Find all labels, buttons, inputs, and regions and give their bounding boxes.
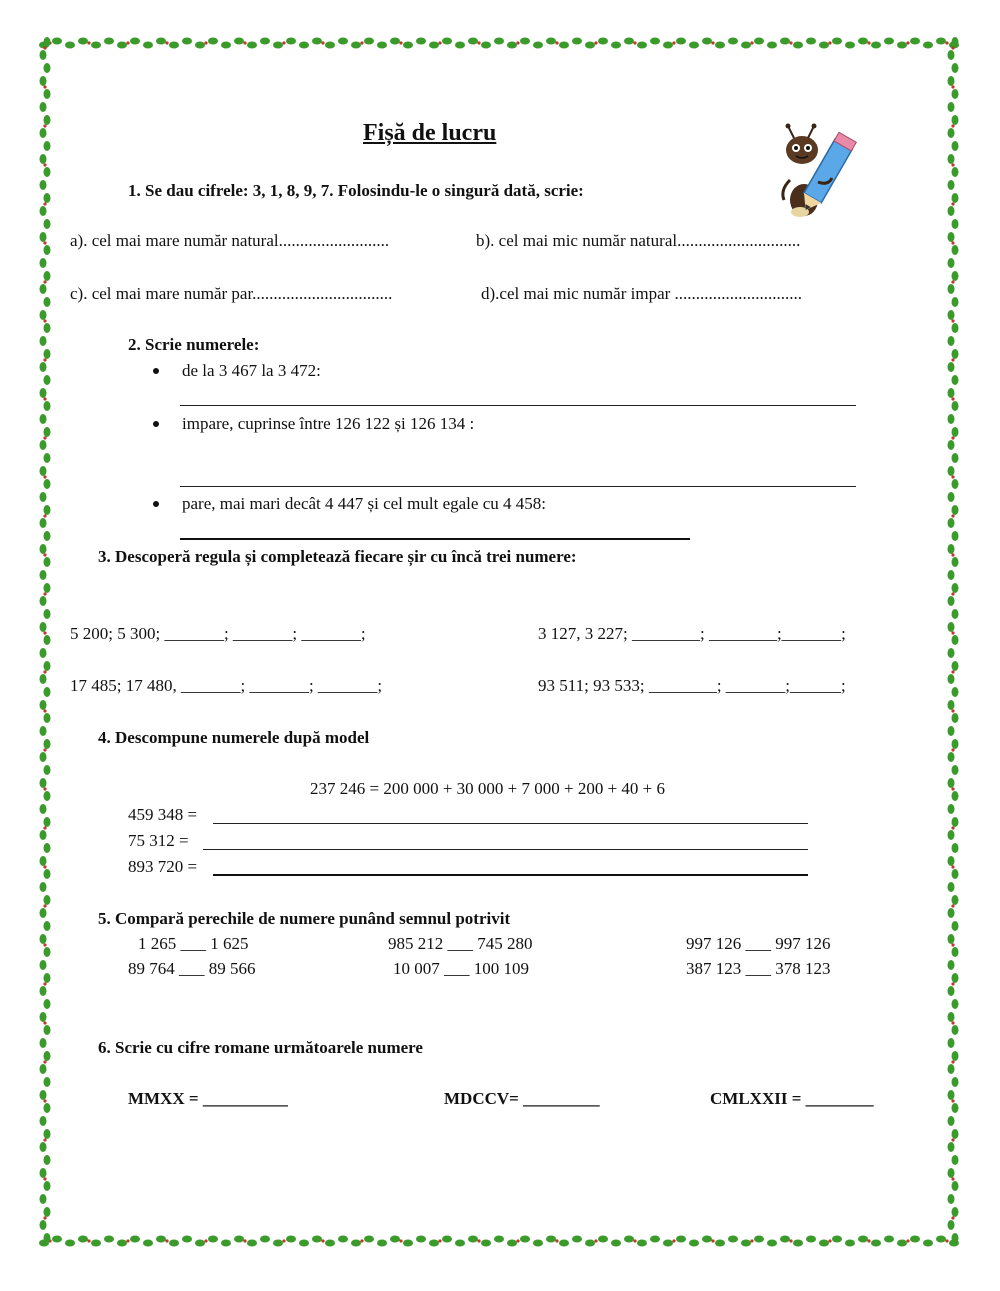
exercise-2-item-2: impare, cuprinse între 126 122 și 126 134 : [182,414,475,433]
sequence-row-1: 5 200; 5 300; _______; _______; _______; [70,624,366,643]
roman-item-2: MDCCV= _________ [444,1089,600,1108]
roman-item-1: MMXX = __________ [128,1089,288,1108]
decompose-item-3: 893 720 = [128,857,198,876]
page-title: Fișă de lucru [363,120,497,146]
sequence-row-4: 93 511; 93 533; ________; _______;______; [538,676,846,695]
decorative-border-bottom [38,1234,960,1248]
exercise-2-answer-line-3[interactable] [180,538,690,540]
compare-pair: 997 126 ___ 997 126 [686,934,831,953]
sequence-row-2: 3 127, 3 227; ________; ________;_______; [538,624,846,643]
compare-pair: 89 764 ___ 89 566 [128,959,256,978]
decorative-border-top [38,36,960,50]
exercise-1-item-d: d).cel mai mic număr impar .............................. [481,284,803,303]
exercise-1-item-c: c). cel mai mare număr par................................. [70,284,393,303]
bullet-icon [153,501,159,507]
decompose-item-2: 75 312 = [128,831,189,850]
decompose-answer-line-1[interactable] [213,823,808,824]
exercise-2-answer-line-1[interactable] [180,405,856,406]
exercise-1-item-b: b). cel mai mic număr natural............................. [476,231,801,250]
compare-pair: 985 212 ___ 745 280 [388,934,533,953]
exercise-1-item-a: a). cel mai mare număr natural.......................... [70,231,390,250]
exercise-2-answer-line-2[interactable] [180,486,856,487]
exercise-4-heading: 4. Descompune numerele după model [98,728,370,747]
exercise-6-heading: 6. Scrie cu cifre romane următoarele numere [98,1038,423,1057]
decorative-border-right [946,36,960,1248]
decomposition-model: 237 246 = 200 000 + 30 000 + 7 000 + 200 + 40 + 6 [310,779,666,798]
bullet-icon [153,368,159,374]
exercise-1-heading: 1. Se dau cifrele: 3, 1, 8, 9, 7. Folosindu-le o singură dată, scrie: [128,181,584,200]
roman-item-3: CMLXXII = ________ [710,1089,874,1108]
compare-pair: 387 123 ___ 378 123 [686,959,831,978]
decorative-border-left [38,36,52,1248]
compare-pair: 1 265 ___ 1 625 [138,934,249,953]
exercise-2-item-3: pare, mai mari decât 4 447 și cel mult egale cu 4 458: [182,494,546,513]
ant-pencil-illustration [772,120,862,220]
decompose-answer-line-2[interactable] [203,849,808,850]
exercise-2-item-1: de la 3 467 la 3 472: [182,361,321,380]
bullet-icon [153,421,159,427]
exercise-2-heading-text: . Scrie numerele: [136,335,260,354]
decompose-answer-line-3[interactable] [213,874,808,876]
exercise-2-number: 2 [128,335,137,354]
exercise-5-heading: 5. Compară perechile de numere punând semnul potrivit [98,909,511,928]
exercise-3-heading: 3. Descoperă regula și completează fiecare șir cu încă trei numere: [98,547,577,566]
decompose-item-1: 459 348 = [128,805,198,824]
sequence-row-3: 17 485; 17 480, _______; _______; _______; [70,676,383,695]
exercise-2-heading [128,336,259,353]
compare-pair: 10 007 ___ 100 109 [393,959,529,978]
